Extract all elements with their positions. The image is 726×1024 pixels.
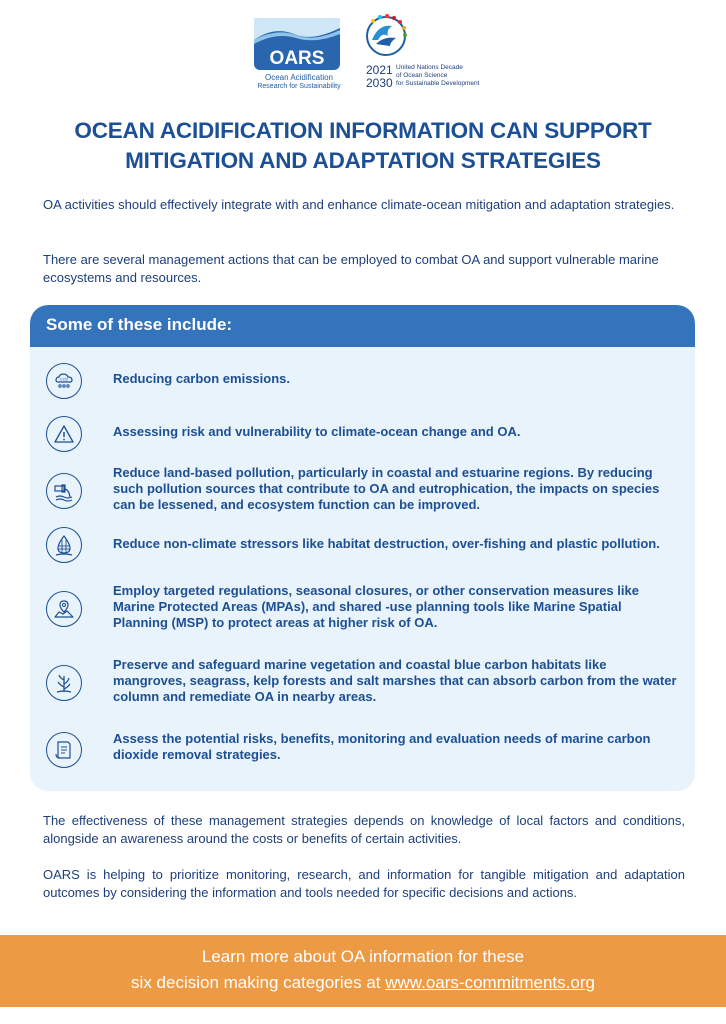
un-line-2: of Ocean Science xyxy=(396,72,448,79)
fishing-net-icon xyxy=(46,527,82,563)
svg-text:CO2: CO2 xyxy=(59,376,69,382)
item-text-2: Assessing risk and vulnerability to climate-ocean change and OA. xyxy=(113,424,521,439)
item-text-3: Reduce land-based pollution, particularly in coastal and estuarine regions. By reducing such pollution sources that contribute to OA and eutrophication, the impacts on species can be lessened, and ecosystem function can be improved. xyxy=(113,465,660,512)
warning-icon xyxy=(46,416,82,452)
item-text-7: Assess the potential risks, benefits, monitoring and evaluation needs of marine carbon dioxide removal strategies. xyxy=(113,731,651,762)
item-text-5: Employ targeted regulations, seasonal closures, or other conservation measures like Marine Protected Areas (MPAs), and shared -use planning tools like Marine Spatial Planning (MSP) to protect areas at higher risk of OA. xyxy=(113,583,639,630)
un-decade-wave-icon xyxy=(364,14,408,60)
oars-logo-text: OARS xyxy=(269,48,325,69)
checklist-icon xyxy=(46,732,82,768)
outro-paragraph-2: OARS is helping to prioritize monitoring, research, and information for tangible mitigation and adaptation outcomes by considering the information and tools needed for specific decisions and actions. xyxy=(43,867,685,900)
footer-line-1: Learn more about OA information for these xyxy=(201,947,525,966)
intro-paragraph-1: OA activities should effectively integrate with and enhance climate-ocean mitigation and adaptation strategies. xyxy=(43,197,675,212)
footer-line-2 xyxy=(0,973,726,993)
panel-header xyxy=(30,305,695,347)
un-year-end: 2030 xyxy=(366,76,393,90)
oars-logo xyxy=(254,18,344,98)
footer-banner xyxy=(0,935,726,1007)
co2-cloud-icon xyxy=(46,363,82,399)
oars-subtitle-2: Research for Sustainability xyxy=(257,83,341,90)
footer-line-2-prefix: six decision making categories at xyxy=(131,973,386,992)
un-decade-logo xyxy=(362,14,502,96)
item-text-4: Reduce non-climate stressors like habitat destruction, over-fishing and plastic pollution. xyxy=(113,536,660,551)
oars-subtitle-1: Ocean Acidification xyxy=(264,73,334,82)
un-line-1: United Nations Decade xyxy=(396,64,463,71)
un-years xyxy=(366,64,393,90)
oars-commitments-link[interactable]: www.oars-commitments.org xyxy=(385,973,595,992)
outro-paragraph-1: The effectiveness of these management strategies depends on knowledge of local factors and conditions, alongside an awareness around the costs or benefits of certain activities. xyxy=(43,813,685,846)
title-line-1: OCEAN ACIDIFICATION INFORMATION CAN SUPPORT xyxy=(74,118,652,143)
header-logos xyxy=(0,14,726,94)
intro-paragraph-2: There are several management actions that can be employed to combat OA and support vulnerable marine ecosystems and resources. xyxy=(43,252,659,285)
item-text-6: Preserve and safeguard marine vegetation and coastal blue carbon habitats like mangroves, seagrass, kelp forests and salt marshes that can absorb carbon from the water column and remediate OA in nearby areas. xyxy=(113,657,677,704)
seagrass-icon xyxy=(46,665,82,701)
title-line-2: MITIGATION AND ADAPTATION STRATEGIES xyxy=(125,148,601,173)
oars-wave-logo-icon xyxy=(254,18,340,70)
un-year-start: 2021 xyxy=(366,63,393,77)
map-pin-icon xyxy=(46,591,82,627)
un-decade-text xyxy=(396,64,479,88)
item-text-1: Reducing carbon emissions. xyxy=(113,371,290,386)
strategies-panel xyxy=(30,305,695,791)
page-title xyxy=(20,116,706,176)
pollution-pipe-icon xyxy=(46,473,82,509)
panel-title: Some of these include: xyxy=(46,315,233,334)
un-line-3: for Sustainable Development xyxy=(396,80,480,87)
